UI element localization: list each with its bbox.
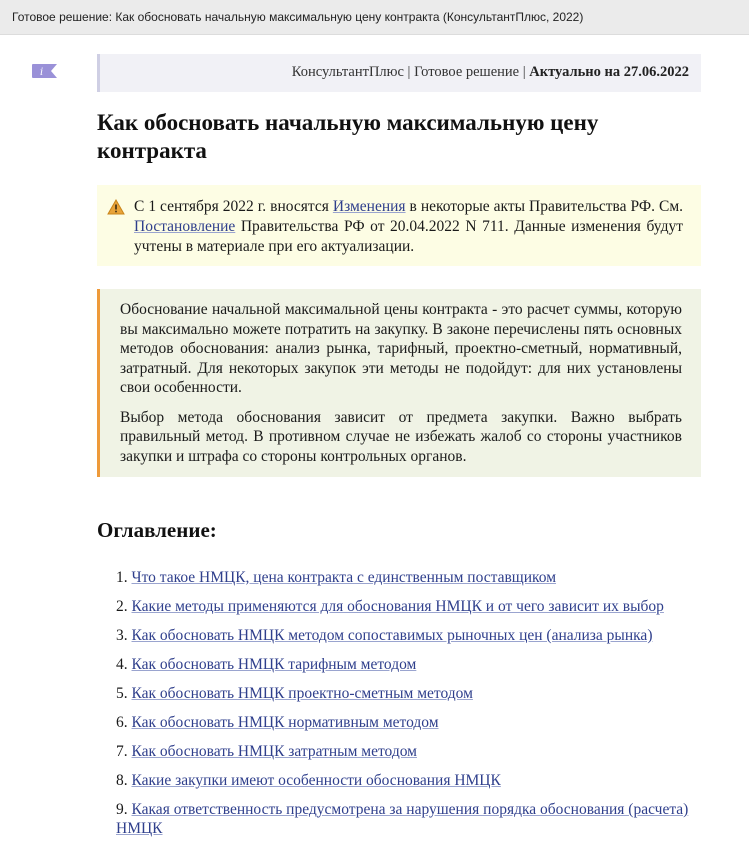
summary-paragraph: Обоснование начальной максимальной цены контракта - это расчет суммы, которую вы максимально можете потратить на закупку. В законе перечислены пять основных методов обоснования: анализ рынка, тарифный, проектно-сметный, нормативный, затратный. Для некоторых закупок эти методы не подойдут: для них установлены свои особенности. <box>120 301 682 396</box>
toc-item <box>116 597 701 616</box>
separator: | <box>519 64 530 80</box>
summary-box <box>97 289 701 477</box>
toc-link[interactable]: Какие закупки имеют особенности обоснования НМЦК <box>131 772 501 789</box>
toc-item <box>116 626 701 645</box>
toc-number: 8. <box>116 772 128 789</box>
publisher-label: КонсультантПлюс <box>291 64 404 80</box>
toc-item <box>116 800 701 838</box>
toc-number: 1. <box>116 569 128 586</box>
warning-text: С 1 сентября 2022 г. вносятся <box>134 198 333 215</box>
window-title-bar <box>0 0 749 35</box>
toc-number: 2. <box>116 598 128 615</box>
warning-box <box>97 185 701 266</box>
toc-link[interactable]: Какие методы применяются для обоснования НМЦК и от чего зависит их выбор <box>131 598 664 615</box>
toc-link[interactable]: Как обосновать НМЦК нормативным методом <box>131 714 439 731</box>
toc-link[interactable]: Что такое НМЦК, цена контракта с единственным поставщиком <box>131 569 557 586</box>
doc-type-label: Готовое решение <box>414 64 520 80</box>
toc-item <box>116 655 701 674</box>
toc-item <box>116 684 701 703</box>
toc-link[interactable]: Как обосновать НМЦК проектно-сметным методом <box>131 685 473 702</box>
toc-item <box>116 568 701 587</box>
toc-number: 3. <box>116 627 128 644</box>
window-title: Готовое решение: Как обосновать начальную максимальную цену контракта (КонсультантПлюс, 2022) <box>12 10 584 24</box>
changes-link[interactable]: Изменения <box>332 198 406 215</box>
toc-title: Оглавление: <box>97 518 217 542</box>
toc-link[interactable]: Как обосновать НМЦК затратным методом <box>131 743 417 760</box>
resolution-link[interactable]: Постановление <box>134 218 236 235</box>
actual-date-label: Актуально на 27.06.2022 <box>529 64 689 80</box>
toc-number: 7. <box>116 743 128 760</box>
svg-text:i: i <box>40 67 44 78</box>
toc-number: 4. <box>116 656 128 673</box>
source-bar <box>97 54 701 92</box>
summary-paragraph: Выбор метода обоснования зависит от предмета закупки. Важно выбрать правильный метод. В противном случае не избежать жалоб со стороны участников закупки и штрафа со стороны контрольных органов. <box>120 408 682 465</box>
warning-text: в некоторые акты Правительства РФ. См. <box>405 198 683 215</box>
toc-number: 5. <box>116 685 128 702</box>
toc-link[interactable]: Как обосновать НМЦК тарифным методом <box>131 656 417 673</box>
page-title: Как обосновать начальную максимальную цену контракта <box>97 110 599 163</box>
toc-item <box>116 713 701 732</box>
document-content <box>97 54 701 848</box>
toc-link[interactable]: Как обосновать НМЦК методом сопоставимых рыночных цен (анализа рынка) <box>131 627 653 644</box>
toc-number: 9. <box>116 801 128 818</box>
info-note-icon[interactable] <box>31 63 59 83</box>
toc-number: 6. <box>116 714 128 731</box>
toc-item <box>116 742 701 761</box>
warning-text: Правительства РФ от 20.04.2022 N 711. Данные изменения будут учтены в материале при его актуализации. <box>134 218 683 255</box>
table-of-contents <box>97 568 701 838</box>
separator: | <box>403 64 415 80</box>
warning-icon <box>107 199 125 215</box>
toc-link[interactable]: Какая ответственность предусмотрена за нарушения порядка обоснования (расчета) НМЦК <box>116 801 689 837</box>
toc-item <box>116 771 701 790</box>
